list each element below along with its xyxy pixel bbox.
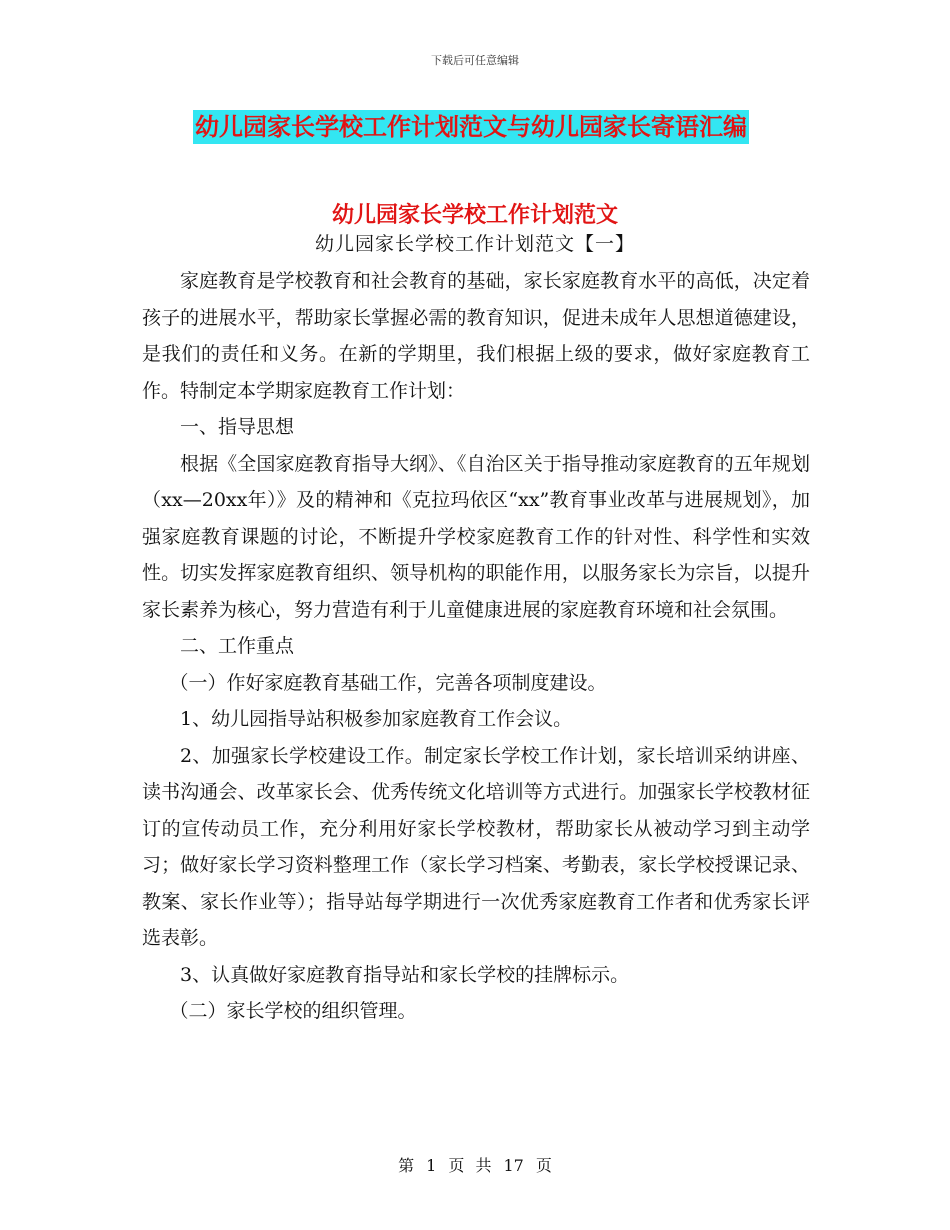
document-body bbox=[142, 263, 810, 1030]
footer-prefix: 第 bbox=[398, 1156, 415, 1175]
section-title: 幼儿园家长学校工作计划范文 bbox=[331, 202, 618, 228]
subheading-basic-work: （一）作好家庭教育基础工作，完善各项制度建设。 bbox=[169, 671, 607, 694]
section-subtitle: 幼儿园家长学校工作计划范文【一】 bbox=[314, 233, 635, 255]
heading-guiding-ideology: 一、指导思想 bbox=[180, 416, 295, 438]
paragraph-item-2: 2、加强家长学校建设工作。制定家长学校工作计划，家长培训采纳讲座、读书沟通会、改革家长会、优秀传统文化培训等方式进行。加强家长学校教材征订的宣传动员工作，充分利用好家长学校教材，帮助家长从被动学习到主动学习；做好家长学习资料整理工作（家长学习档案、考勤表，家长学校授课记录、教案、家长作业等）；指导站每学期进行一次优秀家庭教育工作者和优秀家长评选表彰。 bbox=[142, 744, 810, 949]
paragraph-item-1: 1、幼儿园指导站积极参加家庭教育工作会议。 bbox=[180, 708, 573, 730]
heading-work-focus: 二、工作重点 bbox=[180, 635, 295, 657]
footer-middle: 页 共 bbox=[448, 1156, 492, 1175]
footer-total-pages: 17 bbox=[503, 1156, 524, 1175]
footer-suffix: 页 bbox=[535, 1156, 552, 1175]
paragraph-item-3: 3、认真做好家庭教育指导站和家长学校的挂牌标示。 bbox=[180, 963, 630, 986]
page-footer bbox=[0, 1153, 950, 1176]
paragraph-guiding-ideology: 根据《全国家庭教育指导大纲》、《自治区关于指导推动家庭教育的五年规划（xx—20xx年）》及的精神和《克拉玛依区“xx”教育事业改革与进展规划》，加强家庭教育课题的讨论，不断提升学校家庭教育工作的针对性、科学性和实效性。切实发挥家庭教育组织、领导机构的职能作用，以服务家长为宗旨，以提升家长素养为核心，努力营造有利于儿童健康进展的家庭教育环境和社会氛围。 bbox=[142, 452, 810, 621]
footer-page-number: 1 bbox=[426, 1156, 437, 1175]
paragraph-intro: 家庭教育是学校教育和社会教育的基础，家长家庭教育水平的高低，决定着孩子的进展水平，帮助家长掌握必需的教育知识，促进未成年人思想道德建设，是我们的责任和义务。在新的学期里，我们根据上级的要求，做好家庭教育工作。特制定本学期家庭教育工作计划： bbox=[142, 270, 810, 402]
header-note: 下载后可任意编辑 bbox=[431, 54, 519, 67]
subheading-organization: （二）家长学校的组织管理。 bbox=[169, 1000, 417, 1022]
document-main-title: 幼儿园家长学校工作计划范文与幼儿园家长寄语汇编 bbox=[193, 110, 749, 144]
